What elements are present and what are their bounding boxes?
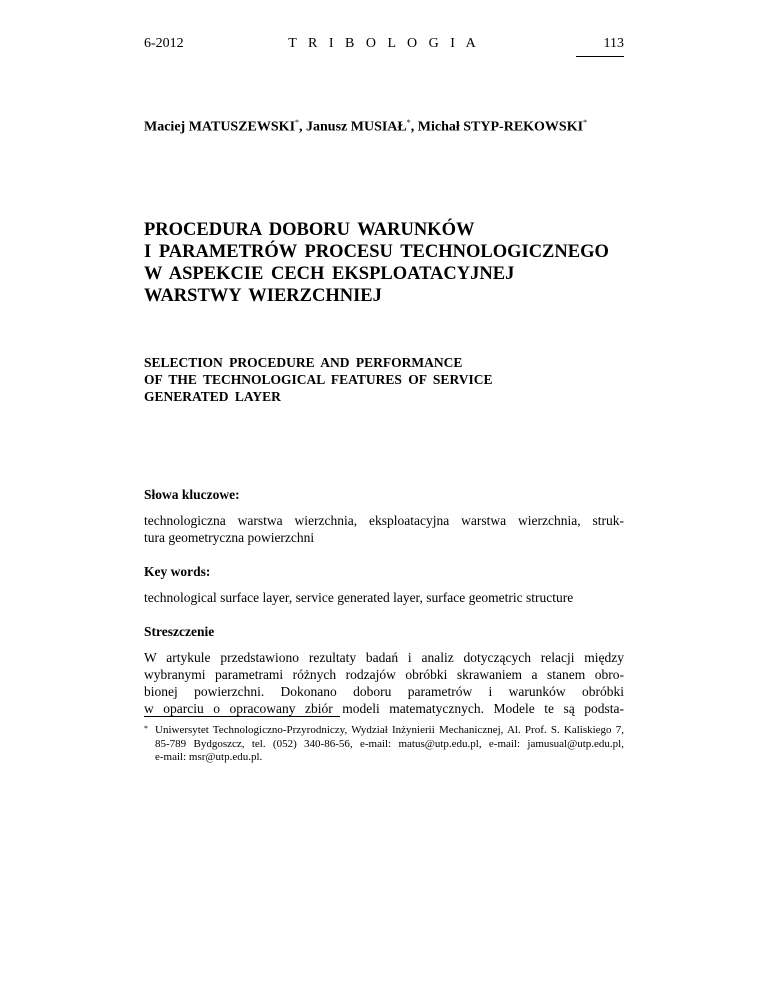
title-line: OF THE TECHNOLOGICAL FEATURES OF SERVICE bbox=[144, 372, 493, 387]
affiliation-mark: * bbox=[295, 118, 300, 127]
footnote-affiliation bbox=[144, 724, 624, 765]
footnote-line: Uniwersytet Technologiczno-Przyrodniczy, Wydział Inżynierii Mechanicznej, Al. Prof. S. Kaliskiego 7, bbox=[155, 724, 624, 736]
author-name: Janusz MUSIAŁ bbox=[306, 119, 407, 135]
keywords-english-text bbox=[144, 589, 624, 606]
header-rule bbox=[576, 56, 624, 57]
author-list: Maciej MATUSZEWSKI*, Janusz MUSIAŁ*, Michał STYP-REKOWSKI* bbox=[144, 118, 588, 135]
paper-title-english bbox=[144, 354, 624, 405]
title-line: GENERATED LAYER bbox=[144, 389, 281, 404]
text-line: technologiczna warstwa wierzchnia, eksploatacyjna warstwa wierzchnia, struk- bbox=[144, 513, 624, 528]
paper-title-polish bbox=[144, 219, 624, 307]
header-issue: 6-2012 bbox=[144, 36, 184, 51]
abstract-text bbox=[144, 649, 624, 717]
affiliation-mark: * bbox=[406, 118, 411, 127]
author-name: Michał STYP-REKOWSKI bbox=[417, 119, 584, 135]
keywords-polish-text bbox=[144, 512, 624, 546]
text-line: w oparciu o opracowany zbiór modeli matematycznych. Modele te są podsta- bbox=[144, 701, 624, 716]
header-page-number: 113 bbox=[603, 36, 624, 51]
abstract-heading: Streszczenie bbox=[144, 624, 215, 639]
title-line: PROCEDURA DOBORU WARUNKÓW bbox=[144, 220, 475, 240]
title-line: SELECTION PROCEDURE AND PERFORMANCE bbox=[144, 355, 463, 370]
text-line: bionej powierzchni. Dokonano doboru parametrów i warunków obróbki bbox=[144, 684, 624, 699]
keywords-polish-heading: Słowa kluczowe: bbox=[144, 487, 240, 502]
footnote-mark: * bbox=[144, 724, 148, 733]
text-line: technological surface layer, service generated layer, surface geometric structure bbox=[144, 590, 574, 605]
footnote-rule bbox=[144, 716, 340, 717]
footnote-line: e-mail: msr@utp.edu.pl. bbox=[155, 751, 263, 763]
keywords-english-heading: Key words: bbox=[144, 564, 211, 579]
text-line: W artykule przedstawiono rezultaty badań i analiz dotyczących relacji między bbox=[144, 650, 624, 665]
title-line: W ASPEKCIE CECH EKSPLOATACYJNEJ bbox=[144, 264, 515, 284]
header-journal: T R I B O L O G I A bbox=[288, 36, 480, 51]
footnote-line: 85-789 Bydgoszcz, tel. (052) 340-86-56, e-mail: matus@utp.edu.pl, e-mail: jamusual@utp.edu.pl, bbox=[155, 737, 624, 750]
title-line: WARSTWY WIERZCHNIEJ bbox=[144, 286, 382, 306]
affiliation-mark: * bbox=[583, 118, 588, 127]
text-line: wybranymi parametrami różnych rodzajów obróbki skrawaniem a stanem obro- bbox=[144, 667, 624, 682]
author-name: Maciej MATUSZEWSKI bbox=[144, 119, 296, 135]
text-line: tura geometryczna powierzchni bbox=[144, 530, 315, 545]
title-line: I PARAMETRÓW PROCESU TECHNOLOGICZNEGO bbox=[144, 242, 609, 262]
